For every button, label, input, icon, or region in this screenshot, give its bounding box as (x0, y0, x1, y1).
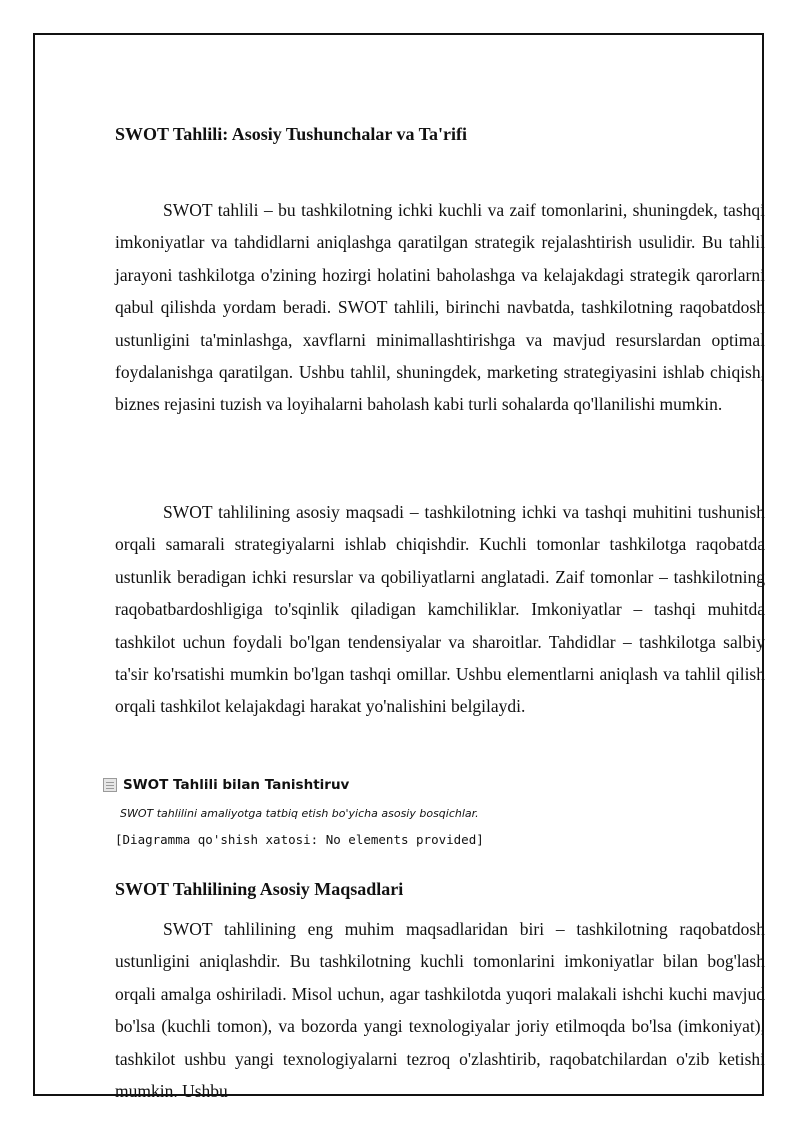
diagram-error-message: [Diagramma qo'shish xatosi: No elements provided] (115, 832, 484, 847)
body-paragraph: SWOT tahlilining asosiy maqsadi – tashkilotning ichki va tashqi muhitini tushunish orqali samarali strategiyalarni ishlab chiqishdir. Kuchli tomonlar tashkilotga raqobatda ustunlik beradigan ichki resurslar va qobiliyatlarni anglatadi. Zaif tomonlar – tashkilotning raqobatbardoshligiga to'sqinlik qiladigan kamchiliklar. Imkoniyatlar – tashqi muhitda tashkilot uchun foydali bo'lgan tendensiyalar va sharoitlar. Tahdidlar – tashkilotga salbiy ta'sir ko'rsatishi mumkin bo'lgan tashqi omillar. Ushbu elementlarni aniqlash va tahlil qilish orqali tashkilot kelajakdagi harakat yo'nalishini belgilaydi. (115, 502, 765, 717)
body-paragraph: SWOT tahlilining eng muhim maqsadlaridan biri – tashkilotning raqobatdosh ustunligini aniqlashdir. Bu tashkilotning kuchli tomonlarini imkoniyatlar bilan bog'lash orqali amalga oshiriladi. Misol uchun, agar tashkilotda yuqori malakali ishchi kuchi mavjud bo'lsa (kuchli tomon), va bozorda yangi texnologiyalar joriy etilmoqda bo'lsa (imkoniyat), tashkilot ushbu yangi texnologiyalarni tezroq o'zlashtirib, raqobatchilardan o'zib ketishi mumkin. Ushbu (115, 919, 765, 1102)
body-paragraph: SWOT tahlili – bu tashkilotning ichki kuchli va zaif tomonlarini, shuningdek, tashqi imkoniyatlar va tahdidlarni aniqlashga qaratilgan strategik rejalashtirish usulidir. Bu tahlil jarayoni tashkilotga o'zining hozirgi holatini baholashga va kelajakdagi strategik qarorlarni qabul qilishda yordam beradi. SWOT tahlili, birinchi navbatda, tashkilotning raqobatdosh ustunligini ta'minlashga, xavflarni minimallashtirishga va mavjud resurslardan optimal foydalanishga qaratilgan. Ushbu tahlil, shuningdek, marketing strategiyasini ishlab chiqish, biznes rejasini tuzish va loyihalarni baholash kabi turli sohalarda qo'llanilishi mumkin. (115, 200, 765, 415)
section-heading: SWOT Tahlili: Asosiy Tushunchalar va Ta'rifi (115, 124, 468, 144)
page (33, 33, 765, 1102)
figure-caption: SWOT tahlilini amaliyotga tatbiq etish bo'yicha asosiy bosqichlar. (120, 807, 479, 820)
document-icon (103, 778, 117, 792)
figure-title-row (103, 777, 349, 793)
figure-title: SWOT Tahlili bilan Tanishtiruv (123, 777, 350, 793)
section-heading: SWOT Tahlilining Asosiy Maqsadlari (115, 879, 404, 899)
